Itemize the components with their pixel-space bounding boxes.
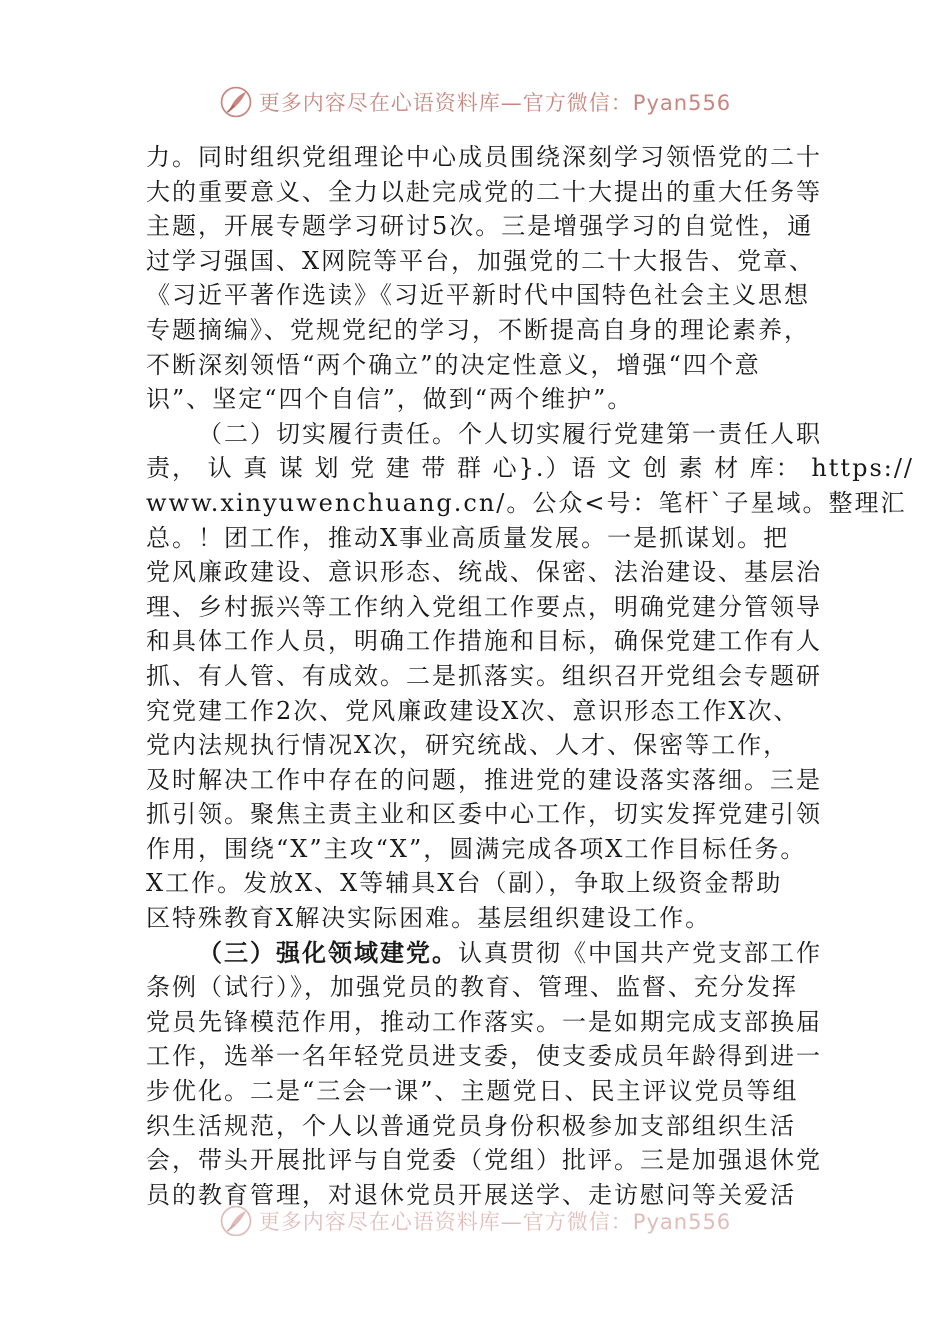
text-line: 究党建工作2次、党风廉政建设X次、意识形态工作X次、 — [146, 696, 800, 725]
text-line: 抓、有人管、有成效。二是抓落实。组织召开党组会专题研 — [146, 661, 822, 690]
text-line: 及时解决工作中存在的问题，推进党的建设落实落细。三是 — [146, 765, 822, 794]
text-line: 党内法规执行情况X次，研究统战、人才、保密等工作， — [146, 731, 790, 760]
text-line: www.xinyuwenchuang.cn/。公众<号：笔杆`子星域。整理汇 — [146, 488, 907, 517]
text-line: 过学习强国、X网院等平台，加强党的二十大报告、党章、 — [146, 246, 816, 275]
section-heading: （三）强化领域建党。 — [198, 937, 458, 967]
text-line: 力。同时组织党组理论中心成员围绕深刻学习领悟党的二十 — [146, 143, 822, 171]
watermark-header — [0, 84, 950, 120]
text-line: 会，带头开展批评与自党委（党组）批评。三是加强退休党 — [146, 1146, 822, 1175]
text-line: 党员先锋模范作用，推动工作落实。一是如期完成支部换届 — [146, 1007, 822, 1036]
text-line: 《习近平著作选读》《习近平新时代中国特色社会主义思想 — [146, 281, 810, 310]
text-line-rest: 认真贯彻《中国共产党支部工作 — [458, 938, 822, 967]
document-body — [146, 140, 915, 1212]
text-line: 责， 认 真 谋 划 党 建 带 群 心}.）语 文 创 素 材 库： https:// — [146, 454, 915, 483]
text-line: 条例（试行）》，加强党员的教育、管理、监督、充分发挥 — [146, 973, 798, 1002]
watermark-text: 更多内容尽在心语资料库—官方微信：Pyan556 — [258, 91, 732, 115]
text-line: 总。！团工作，推动X事业高质量发展。一是抓谋划。把 — [146, 523, 790, 552]
text-line: 区特殊教育X解决实际困难。基层组织建设工作。 — [146, 904, 712, 933]
text-line: 工作，选举一名年轻党员进支委，使支委成员年龄得到进一 — [146, 1042, 822, 1071]
text-line: 识”、坚定“四个自信”，做到“两个维护”。 — [146, 385, 634, 414]
text-line: 党风廉政建设、意识形态、统战、保密、法治建设、基层治 — [146, 558, 822, 587]
text-line: X工作。发放X、X等辅具X台（副），争取上级资金帮助 — [146, 869, 783, 898]
text-line: 织生活规范，个人以普通党员身份积极参加支部组织生活 — [146, 1111, 796, 1140]
text-line: 抓引领。聚焦主责主业和区委中心工作，切实发挥党建引领 — [146, 800, 822, 829]
text-line: 主题，开展专题学习研讨5次。三是增强学习的自觉性，通 — [146, 212, 814, 241]
feather-logo-icon — [219, 85, 253, 119]
text-line: 理、乡村振兴等工作纳入党组工作要点，明确党建分管领导 — [146, 592, 822, 621]
text-line: 不断深刻领悟“两个确立”的决定性意义，增强“四个意 — [146, 350, 761, 379]
paragraph-heading-3 — [146, 936, 822, 971]
text-line: 和具体工作人员，明确工作措施和目标，确保党建工作有人 — [146, 627, 822, 656]
text-line: 大的重要意义、全力以赴完成党的二十大提出的重大任务等 — [146, 177, 822, 206]
text-line: 专题摘编》、党规党纪的学习，不断提高自身的理论素养， — [146, 315, 810, 344]
watermark-footer — [0, 1206, 950, 1236]
text-line: 步优化。二是“三会一课”、主题党日、民主评议党员等组 — [146, 1077, 799, 1106]
text-line: 作用，围绕“X”主攻“X”，圆满完成各项X工作目标任务。 — [146, 834, 807, 863]
feather-logo-icon — [219, 1206, 253, 1236]
watermark-text: 更多内容尽在心语资料库—官方微信：Pyan556 — [258, 1210, 732, 1234]
paragraph-heading-2: （二）切实履行责任。个人切实履行党建第一责任人职 — [198, 419, 822, 448]
text-line: 员的教育管理，对退休党员开展送学、走访慰问等关爱活 — [146, 1180, 796, 1209]
